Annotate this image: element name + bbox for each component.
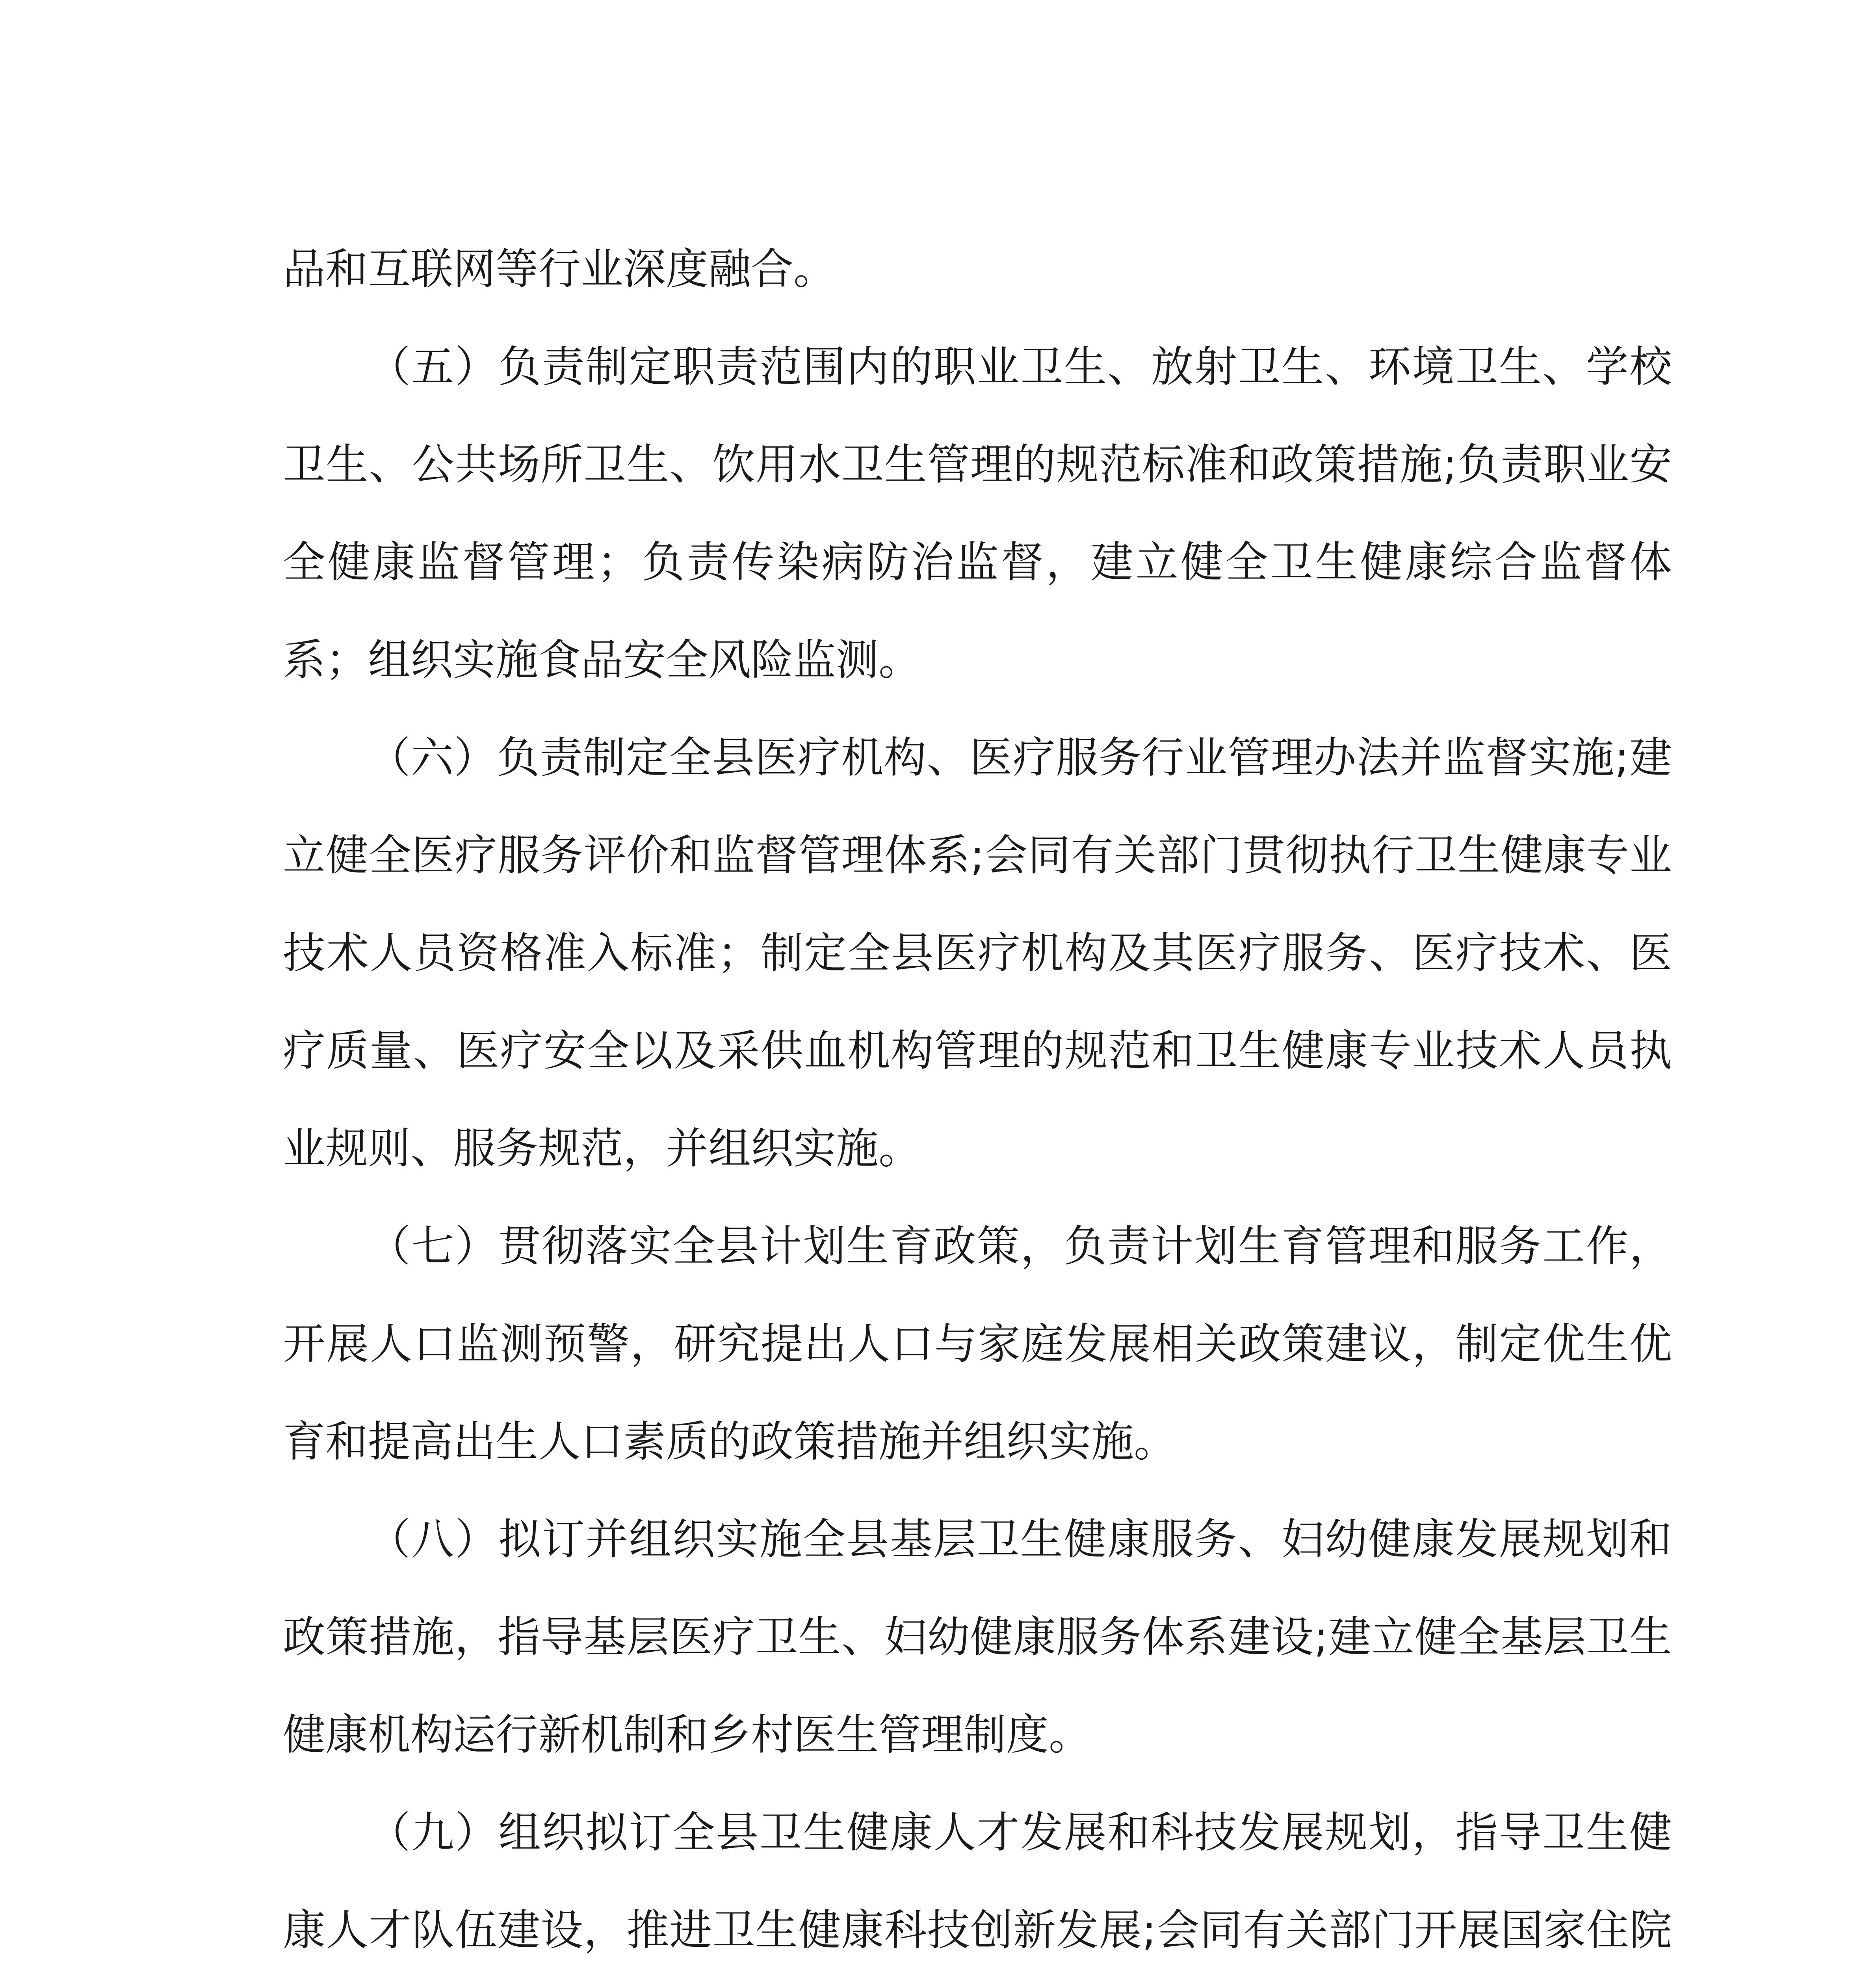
paragraph-item-8: （八）拟订并组织实施全县基层卫生健康服务、妇幼健康发展规划和政策措施，指导基层医疗卫生、妇幼健康服务体系建设;建立健全基层卫生健康机构运行新机制和乡村医生管理制度。: [283, 1515, 1672, 1760]
paragraph-item-9: （九）组织拟订全县卫生健康人才发展和科技发展规划，指导卫生健康人才队伍建设，推进卫生健康科技创新发展;会同有关部门开展国家住院: [283, 1808, 1672, 1955]
paragraph-continuation: 品和互联网等行业深度融合。: [283, 245, 836, 294]
paragraph-item-6: （六）负责制定全县医疗机构、医疗服务行业管理办法并监督实施;建立健全医疗服务评价和监督管理体系;会同有关部门贯彻执行卫生健康专业技术人员资格准入标准；制定全县医疗机构及其医疗服务、医疗技术、医疗质量、医疗安全以及采供血机构管理的规范和卫生健康专业技术人员执业规则、服务规范，并组织实施。: [283, 733, 1672, 1173]
paragraph-item-7: （七）贯彻落实全县计划生育政策，负责计划生育管理和服务工作，开展人口监测预警，研究提出人口与家庭发展相关政策建议，制定优生优育和提高出生人口素质的政策措施并组织实施。: [283, 1222, 1672, 1466]
document-body: [283, 221, 1672, 1970]
paragraph-item-5: （五）负责制定职责范围内的职业卫生、放射卫生、环境卫生、学校卫生、公共场所卫生、饮用水卫生管理的规范标准和政策措施;负责职业安全健康监督管理；负责传染病防治监督，建立健全卫生健康综合监督体系；组织实施食品安全风险监测。: [283, 342, 1672, 685]
